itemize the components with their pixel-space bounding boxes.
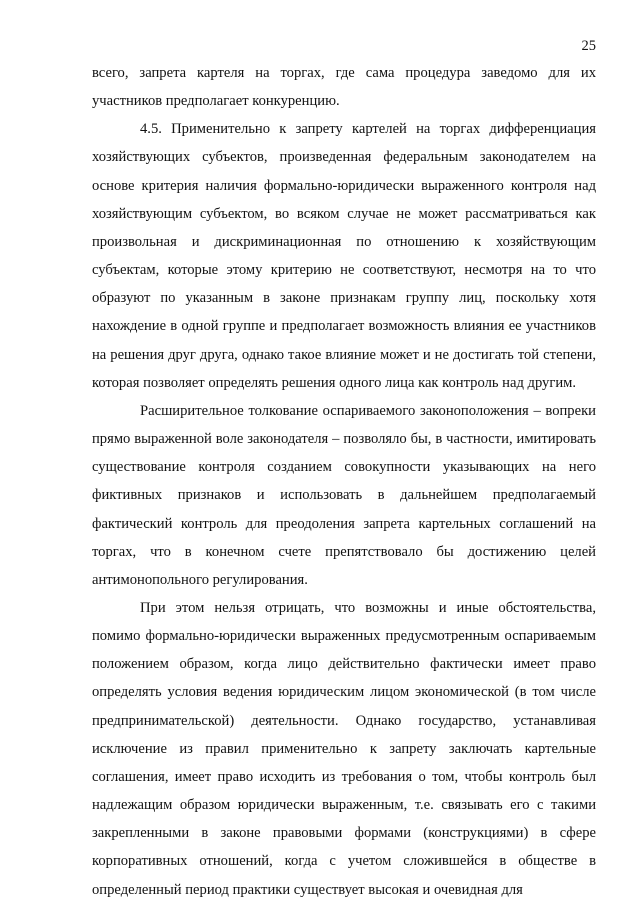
paragraph-continuation: всего, запрета картеля на торгах, где сама процедура заведомо для их участников предполагает конкуренцию. — [92, 65, 596, 110]
paragraph-other-circumstances: При этом нельзя отрицать, что возможны и иные обстоятельства, помимо формально-юридически выраженных предусмотренным оспариваемым положением образом, когда лицо действительно фактически имеет право определять условия ведения юридическим лицом экономической (в том числе предпринимательской) деятельности. Однако государство, устанавливая исключение из правил применительно к запрету заключать картельные соглашения, имеет право исходить из требования о том, чтобы контроль был надлежащим образом юридически выраженным, т.е. связывать его с такими закрепленными в законе правовыми формами (конструкциями) в сфере корпоративных отношений, когда с учетом сложившейся в обществе в определенный период практики существует высокая и очевидная для — [92, 599, 596, 898]
page-number: 25 — [581, 38, 596, 54]
paragraph-broad-interpretation: Расширительное толкование оспариваемого законоположения – вопреки прямо выраженной воле законодателя – позволяло бы, в частности, имитировать существование контроля созданием совокупности указывающих на него фиктивных признаков и использовать в дальнейшем предполагаемый фактический контроль для преодоления запрета картельных соглашений на торгах, что в конечном счете препятствовало бы достижению целей антимонопольного регулирования. — [92, 402, 596, 588]
paragraph-4-5: 4.5. Применительно к запрету картелей на торгах дифференциация хозяйствующих субъектов, произведенная федеральным законодателем на основе критерия наличия формально-юридически выраженного контроля над хозяйствующим субъектом, во всяком случае не может рассматриваться как произвольная и дискриминационная по отношению к хозяйствующим субъектам, которые этому критерию не соответствуют, несмотря на то что образуют по указанным в законе признакам группу лиц, поскольку хотя нахождение в одной группе и предполагает возможность влияния ее участников на решения друг друга, однако такое влияние может и не достигать той степени, которая позволяет определять решения одного лица как контроль над другим. — [92, 121, 596, 391]
document-body — [92, 59, 596, 904]
